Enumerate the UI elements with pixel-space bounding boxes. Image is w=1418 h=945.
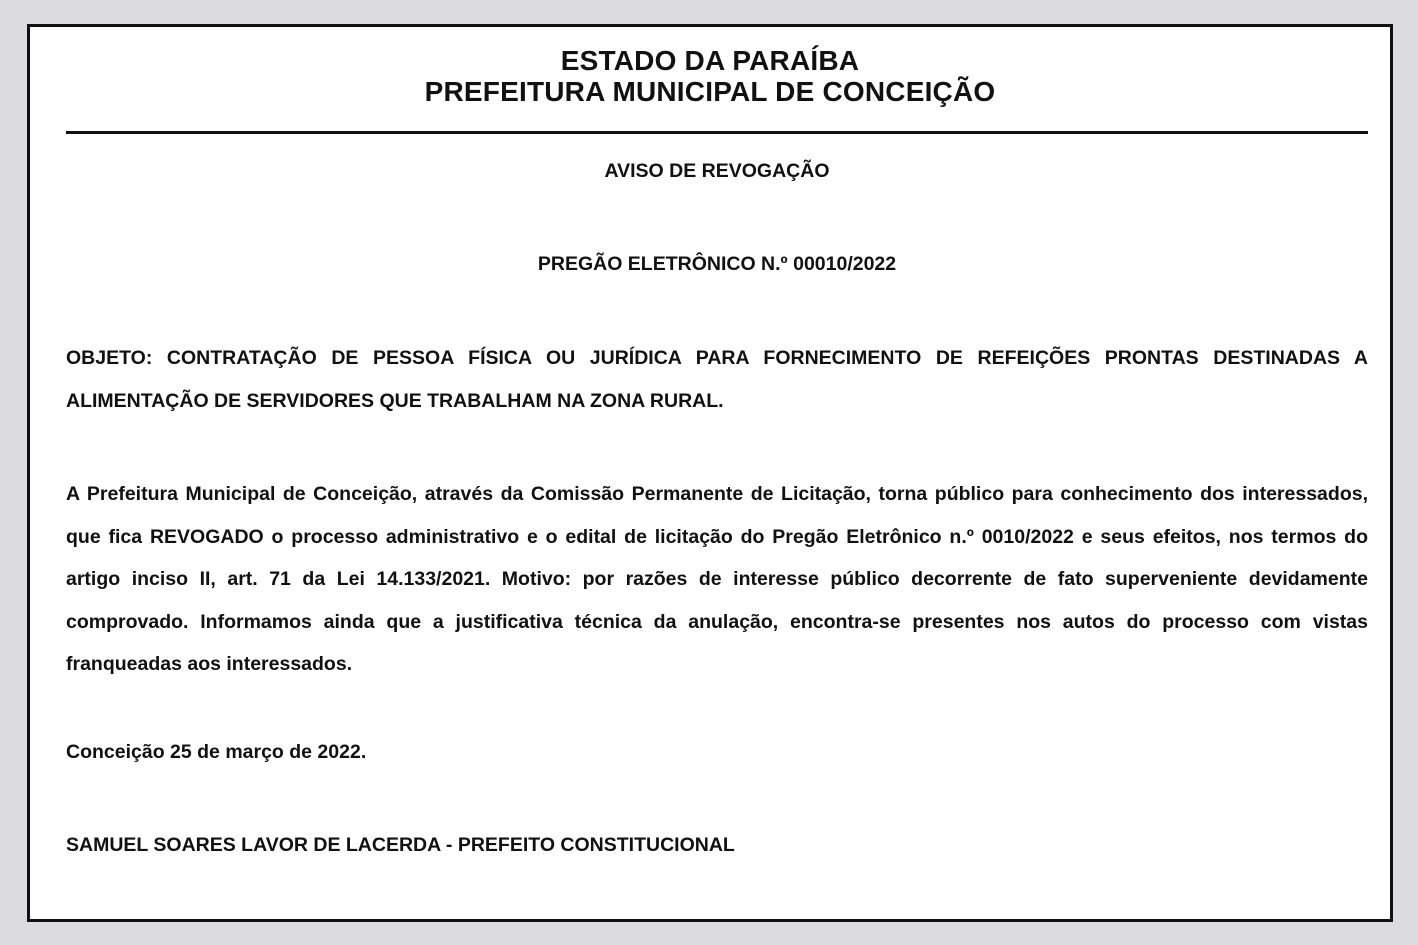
- notice-header: [30, 45, 1390, 107]
- notice-frame: [27, 24, 1393, 922]
- header-state: ESTADO DA PARAÍBA: [560, 45, 860, 76]
- notice-title: AVISO DE REVOGAÇÃO: [604, 160, 830, 182]
- header-divider: [66, 131, 1368, 134]
- object-paragraph: OBJETO: CONTRATAÇÃO DE PESSOA FÍSICA OU JURÍDICA PARA FORNECIMENTO DE REFEIÇÕES PRONTAS DESTINADAS A ALIMENTAÇÃO DE SERVIDORES QUE TRABALHAM NA ZONA RURAL.: [66, 347, 1368, 412]
- signature-line: SAMUEL SOARES LAVOR DE LACERDA - PREFEITO CONSTITUCIONAL: [66, 834, 735, 856]
- body-paragraph: A Prefeitura Municipal de Conceição, através da Comissão Permanente de Licitação, torna público para conhecimento dos interessados, que fica REVOGADO o processo administrativo e o edital de licitação do Pregão Eletrônico n.º 0010/2022 e seus efeitos, nos termos do artigo inciso II, art. 71 da Lei 14.133/2021. Motivo: por razões de interesse público decorrente de fato superveniente devidamente comprovado. Informamos ainda que a justificativa técnica da anulação, encontra-se presentes nos autos do processo com vistas franqueadas aos interessados.: [66, 483, 1368, 675]
- header-municipality: PREFEITURA MUNICIPAL DE CONCEIÇÃO: [424, 76, 996, 107]
- date-line: Conceição 25 de março de 2022.: [66, 741, 367, 763]
- process-number: PREGÃO ELETRÔNICO N.º 00010/2022: [537, 253, 897, 275]
